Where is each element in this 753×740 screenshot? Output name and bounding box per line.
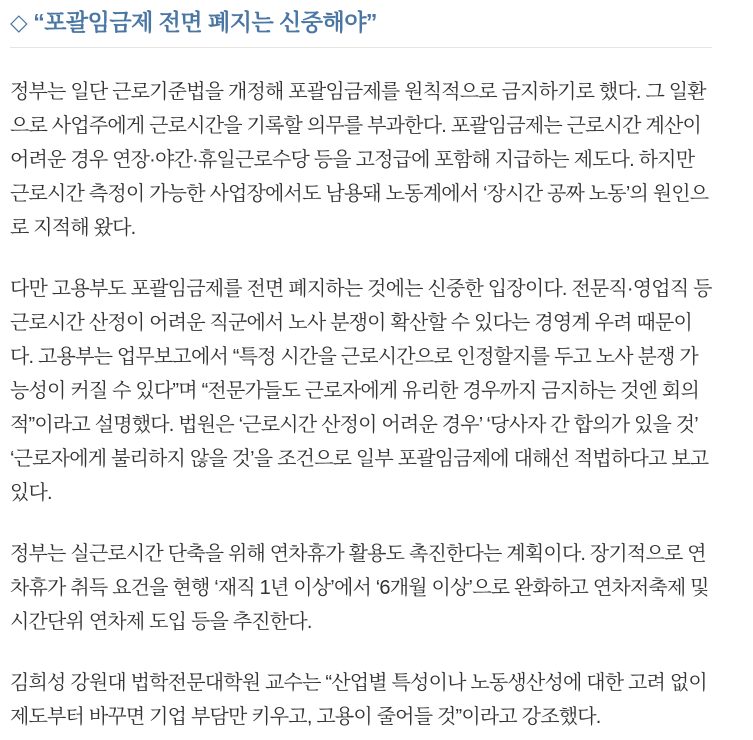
article-subheading bbox=[10, 8, 712, 36]
diamond-icon: ◇ bbox=[10, 9, 28, 35]
article-paragraph: 정부는 실근로시간 단축을 위해 연차휴가 활용도 촉진한다는 계획이다. 장기적으로 연차휴가 취득 요건을 현행 ‘재직 1년 이상’에서 ‘6개월 이상’으로 완화하고 연차저축제 및 시간단위 연차제 도입 등을 추진한다. bbox=[10, 543, 709, 633]
section-divider bbox=[10, 47, 712, 48]
article-text bbox=[10, 75, 712, 734]
article-subheading-text: “포괄임금제 전면 폐지는 신중해야” bbox=[33, 9, 377, 35]
article-paragraph: 정부는 일단 근로기준법을 개정해 포괄임금제를 원칙적으로 금지하기로 했다. 그 일환으로 사업주에게 근로시간을 기록할 의무를 부과한다. 포괄임금제는 근로시간 계산이 어려운 경우 연장·야간·휴일근로수당 등을 고정급에 포함해 지급하는 제도다. 하지만 근로시간 측정이 가능한 사업장에서도 남용돼 노동계에서 ‘장시간 공짜 노동’의 원인으로 지적해 왔다. bbox=[10, 81, 709, 239]
article-paragraph: 김희성 강원대 법학전문대학원 교수는 “산업별 특성이나 노동생산성에 대한 고려 없이 제도부터 바꾸면 기업 부담만 키우고, 고용이 줄어들 것”이라고 강조했다. bbox=[10, 672, 707, 728]
article-paragraph: 다만 고용부도 포괄임금제를 전면 폐지하는 것에는 신중한 입장이다. 전문직·영업직 등 근로시간 산정이 어려운 직군에서 노사 분쟁이 확산할 수 있다는 경영계 우려 때문이다. 고용부는 업무보고에서 “특정 시간을 근로시간으로 인정할지를 두고 노사 분쟁 가능성이 커질 수 있다”며 “전문가들도 근로자에게 유리한 경우까지 금지하는 것엔 회의적”이라고 설명했다. 법원은 ‘근로시간 산정이 어려운 경우’ ‘당사자 간 합의가 있을 것’ ‘근로자에게 불리하지 않을 것’을 조건으로 일부 포괄임금제에 대해선 적법하다고 보고 있다. bbox=[10, 278, 712, 504]
